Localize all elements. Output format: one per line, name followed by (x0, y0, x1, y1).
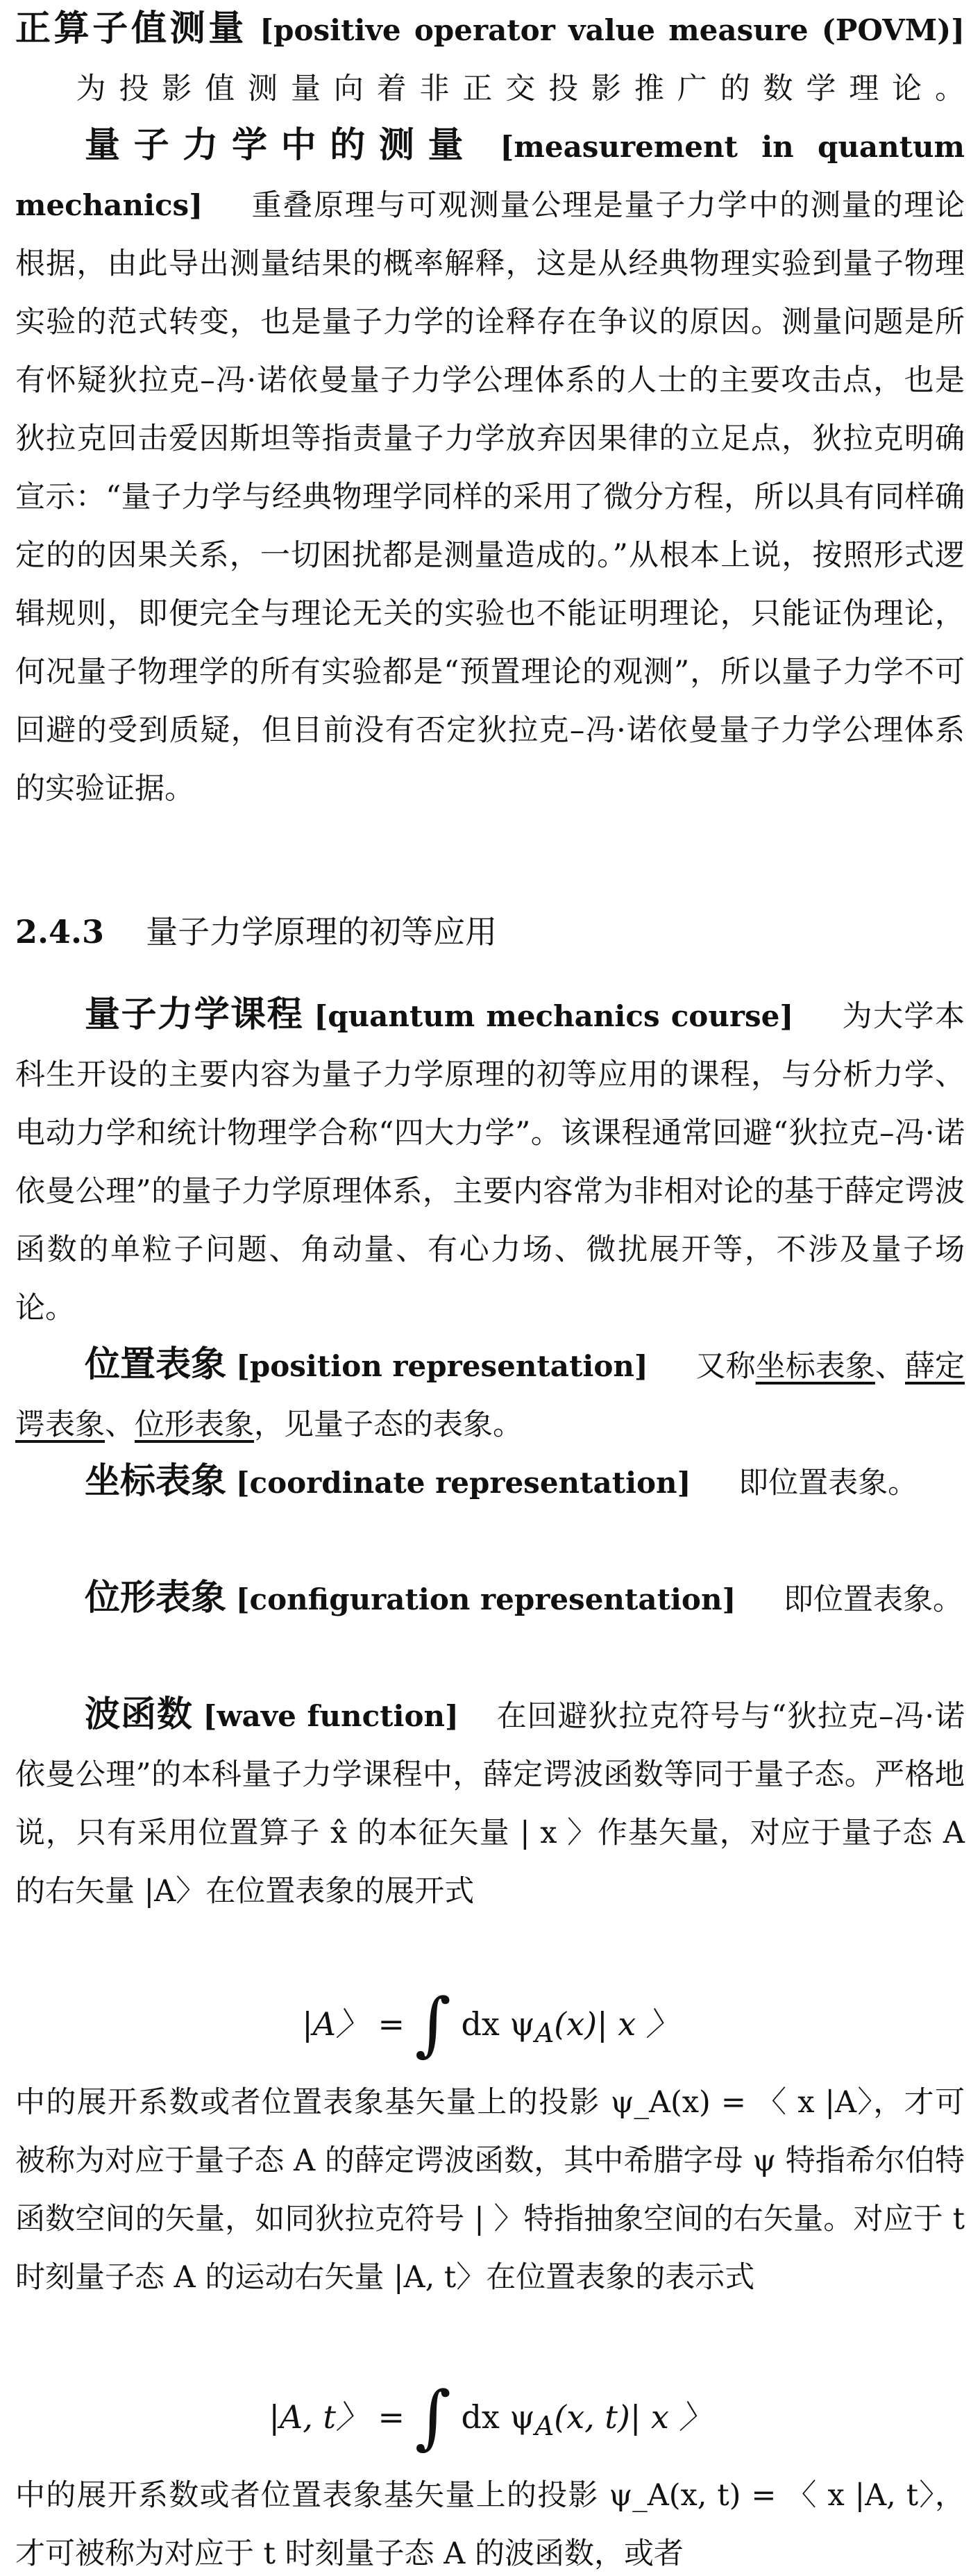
equation-rhs: dx ψ (461, 2005, 535, 2043)
entry-wave-function (15, 1686, 965, 1921)
equation-lhs: |A〉 = (302, 2005, 405, 2043)
entry-english: [coordinate representation] (235, 1466, 691, 1500)
entry-english: [measurement in quantum mechanics] (15, 130, 965, 222)
entry-english: [position representation] (235, 1349, 648, 1383)
entry-coordinate-representation (15, 1453, 965, 1512)
entry-definition-lead: 重叠原理与可观测量公理是量子力学中的测量的理论根据， (15, 188, 965, 281)
equation-rhs: dx ψ (461, 2398, 535, 2436)
entry-term: 位置表象 (85, 1344, 227, 1385)
equation-tail: (x)| x 〉 (554, 2005, 678, 2043)
entry-term: 坐标表象 (85, 1461, 227, 1502)
entry-position-representation (15, 1336, 965, 1454)
entry-english: [configuration representation] (235, 1582, 736, 1616)
section-title: 量子力学原理的初等应用 (146, 913, 498, 951)
entry-term: 正算子值测量 (15, 8, 247, 49)
equation-subscript: A (534, 2411, 555, 2443)
entry-term: 量子力学中的测量 (85, 125, 478, 166)
paragraph-wave-function-definition (15, 2073, 965, 2307)
entry-definition: 为投影值测量向着非正交投影推广的数学理论。 (76, 72, 965, 106)
integral-sign: ∫ (414, 1983, 451, 2064)
link-coordinate-representation[interactable]: 坐标表象 (755, 1349, 875, 1384)
equation-time-dependent-expansion (0, 2372, 980, 2462)
entry-definition: 即位置表象。 (784, 1582, 963, 1617)
paragraph-time-dependent-wave-function (15, 2466, 965, 2576)
section-number: 2.4.3 (15, 913, 105, 951)
entry-definition: 即位置表象。 (738, 1466, 918, 1500)
entry-definition: 为大学本科生开设的主要内容为量子力学原理的初等应用的课程，与分析力学、电动力学和统计物理学合称“四大力学”。该课程通常回避“狄拉克–冯·诺依曼公理”的量子力学原理体系，主要内容常为非相对论的基于薛定谔波函数的单粒子问题、角动量、有心力场、微扰展开等，不涉及量子场论。 (15, 999, 965, 1325)
entry-english: [wave function] (203, 1699, 459, 1733)
integral-sign: ∫ (414, 2376, 451, 2457)
entry-term: 量子力学课程 (85, 994, 304, 1035)
paragraph-text: 中的展开系数或者位置表象基矢量上的投影 ψ_A(x) = 〈 x |A〉，才可被称为对应于量子态 A 的薛定谔波函数，其中希腊字母 ψ 特指希尔伯特函数空间的矢量，如同狄拉克符号 | 〉特指抽象空间的右矢量。对应于 t 时刻量子态 A 的运动右矢量 |A, t〉在位置表象的表示式 (15, 2085, 965, 2295)
equation-subscript: A (534, 2018, 555, 2050)
equation-state-expansion (0, 1979, 980, 2069)
equation-tail: (x, t)| x 〉 (554, 2398, 711, 2436)
entry-english: [quantum mechanics course] (314, 999, 794, 1033)
entry-measurement (15, 117, 965, 818)
separator: 、 (875, 1349, 905, 1384)
separator: 、 (105, 1407, 135, 1442)
entry-term: 位形表象 (85, 1578, 227, 1619)
entry-configuration-representation (15, 1569, 965, 1629)
link-configuration-representation[interactable]: 位形表象 (135, 1407, 254, 1442)
entry-term: 波函数 (85, 1694, 193, 1735)
entry-definition: 在回避狄拉克符号与“狄拉克–冯·诺依曼公理”的本科量子力学课程中，薛定谔波函数等同于量子态。严格地说，只有采用位置算子 x̂ 的本征矢量 | x 〉作基矢量，对应于量子态 A 的右矢量 |A〉在位置表象的展开式 (15, 1699, 965, 1909)
link-schrodinger-representation[interactable]: 薛定谔表象 (15, 1349, 965, 1442)
entry-definition-prefix: 又称 (695, 1349, 756, 1384)
equation-lhs: |A, t〉 = (269, 2398, 405, 2436)
entry-qm-course (15, 986, 965, 1337)
entry-definition: 由此导出测量结果的概率解释，这是从经典物理实验到量子物理实验的范式转变，也是量子力学的诠释存在争议的原因。测量问题是所有怀疑狄拉克–冯·诺依曼量子力学公理体系的人士的主要攻击点，也是狄拉克回击爱因斯坦等指责量子力学放弃因果律的立足点，狄拉克明确宣示：“量子力学与经典物理学同样的采用了微分方程，所以具有同样确定的的因果关系，一切困扰都是测量造成的。”从根本上说，按照形式逻辑规则，即便完全与理论无关的实验也不能证明理论，只能证伪理论，何况量子物理学的所有实验都是“预置理论的观测”，所以量子力学不可回避的受到质疑，但目前没有否定狄拉克–冯·诺依曼量子力学公理体系的实验证据。 (15, 246, 965, 806)
section-heading (15, 903, 965, 961)
entry-definition-suffix: ，见量子态的表象。 (254, 1407, 523, 1442)
entry-povm (15, 0, 965, 118)
entry-english: [positive operator value measure (POVM)] (260, 13, 965, 47)
paragraph-text: 中的展开系数或者位置表象基矢量上的投影 ψ_A(x, t) = 〈 x |A, t〉，才可被称为对应于 t 时刻量子态 A 的波函数，或者 (15, 2478, 965, 2571)
